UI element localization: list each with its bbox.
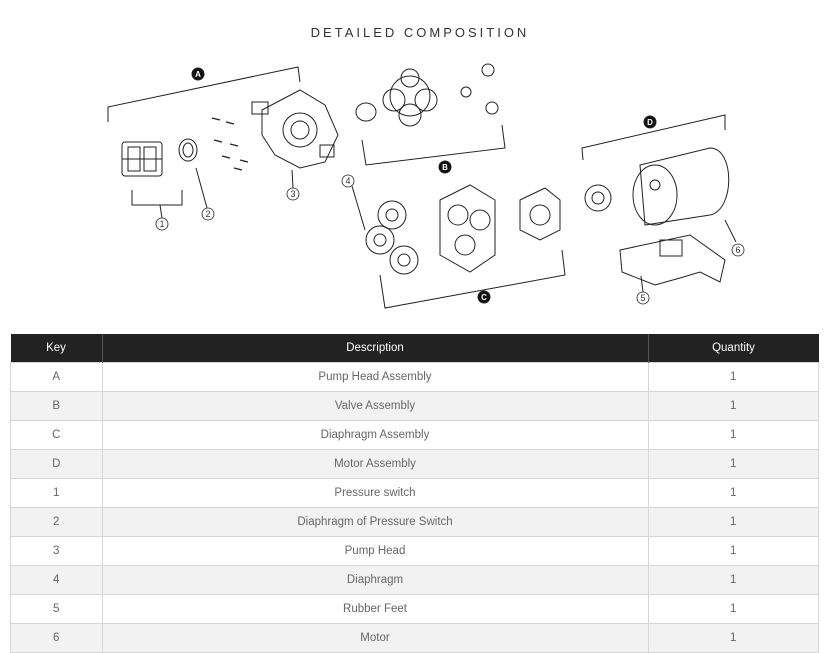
page-title: DETAILED COMPOSITION [310, 25, 530, 40]
cell-description: Motor [102, 624, 648, 653]
pump-head-part [252, 90, 338, 200]
cell-key: 2 [11, 508, 103, 537]
cell-key: B [11, 392, 103, 421]
exploded-diagram [0, 50, 840, 330]
cell-key: D [11, 450, 103, 479]
cell-key: 6 [11, 624, 103, 653]
header-description: Description [102, 334, 648, 363]
cell-quantity: 1 [648, 479, 819, 508]
header-quantity: Quantity [648, 334, 819, 363]
callout-6: 6 [735, 245, 741, 255]
cell-key: 1 [11, 479, 103, 508]
cell-quantity: 1 [648, 392, 819, 421]
cell-key: 3 [11, 537, 103, 566]
header-key: Key [11, 334, 103, 363]
cell-quantity: 1 [648, 508, 819, 537]
table-row [11, 479, 819, 508]
table-header-row [11, 334, 819, 363]
switch-diaphragm-part [179, 139, 214, 220]
table-row [11, 508, 819, 537]
callout-c: C [481, 293, 487, 302]
cell-quantity: 1 [648, 450, 819, 479]
cell-description: Diaphragm Assembly [102, 421, 648, 450]
table-row [11, 537, 819, 566]
cell-quantity: 1 [648, 595, 819, 624]
group-d-bracket [582, 115, 725, 160]
callout-d: D [647, 118, 653, 127]
cell-description: Valve Assembly [102, 392, 648, 421]
callout-b: B [442, 163, 448, 172]
cell-quantity: 1 [648, 421, 819, 450]
cell-description: Pump Head Assembly [102, 363, 648, 392]
table-row [11, 566, 819, 595]
callout-1: 1 [159, 219, 165, 229]
table-row [11, 624, 819, 653]
cell-quantity: 1 [648, 363, 819, 392]
group-a-bracket [108, 67, 300, 122]
cell-key: 5 [11, 595, 103, 624]
cell-key: A [11, 363, 103, 392]
callout-3: 3 [290, 189, 296, 199]
diaphragm-housing-part [440, 185, 560, 272]
callout-2: 2 [205, 209, 211, 219]
callout-a: A [195, 70, 201, 79]
cell-quantity: 1 [648, 566, 819, 595]
cell-description: Diaphragm of Pressure Switch [102, 508, 648, 537]
cell-key: C [11, 421, 103, 450]
composition-table [10, 334, 819, 653]
group-c-bracket [380, 250, 565, 308]
callout-4: 4 [345, 176, 351, 186]
cell-key: 4 [11, 566, 103, 595]
table-row [11, 392, 819, 421]
table-row [11, 421, 819, 450]
screws-part [212, 118, 248, 170]
table-row [11, 363, 819, 392]
cell-description: Pressure switch [102, 479, 648, 508]
table-row [11, 450, 819, 479]
cell-quantity: 1 [648, 624, 819, 653]
callout-5: 5 [640, 293, 646, 303]
diaphragm-part [342, 175, 418, 274]
cell-description: Diaphragm [102, 566, 648, 595]
cell-quantity: 1 [648, 537, 819, 566]
cell-description: Rubber Feet [102, 595, 648, 624]
cell-description: Pump Head [102, 537, 648, 566]
table-row [11, 595, 819, 624]
valve-assembly-part [356, 64, 505, 173]
pressure-switch-part [122, 142, 182, 230]
cell-description: Motor Assembly [102, 450, 648, 479]
rubber-feet-part [620, 235, 725, 304]
